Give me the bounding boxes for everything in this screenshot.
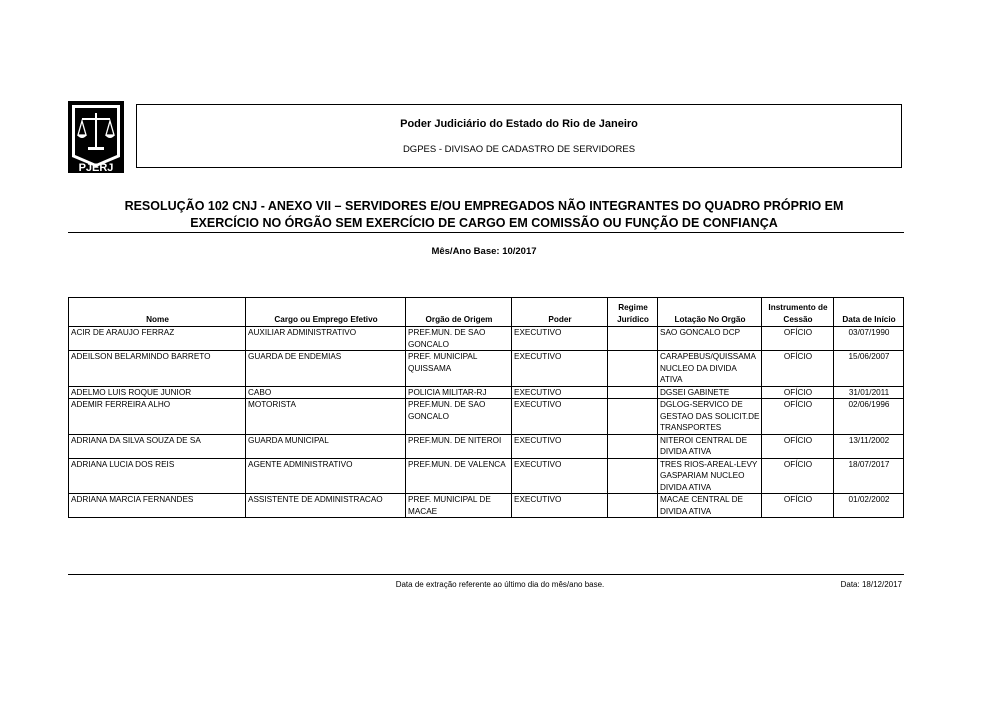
table-cell: OFÍCIO — [762, 434, 834, 458]
table-row — [69, 458, 904, 494]
table-body — [69, 327, 904, 518]
table-cell: EXECUTIVO — [512, 434, 608, 458]
table-cell: ADRIANA MARCIA FERNANDES — [69, 494, 246, 518]
table-cell: PREF.MUN. DE SAO GONCALO — [406, 399, 512, 435]
table-cell: NITEROI CENTRAL DE DIVIDA ATIVA — [658, 434, 762, 458]
table-cell: ACIR DE ARAUJO FERRAZ — [69, 327, 246, 351]
table-cell: EXECUTIVO — [512, 327, 608, 351]
table-cell: 03/07/1990 — [834, 327, 904, 351]
page-title-line1: RESOLUÇÃO 102 CNJ - ANEXO VII – SERVIDORES E/OU EMPREGADOS NÃO INTEGRANTES DO QUADRO PRÓPRIO EM — [124, 199, 844, 213]
table-cell: 01/02/2002 — [834, 494, 904, 518]
servers-table — [68, 297, 904, 518]
table-row — [69, 351, 904, 387]
column-header: Poder — [512, 298, 608, 327]
column-header: Lotação No Orgão — [658, 298, 762, 327]
table-cell: AGENTE ADMINISTRATIVO — [246, 458, 406, 494]
table-cell: OFÍCIO — [762, 494, 834, 518]
table-cell: OFÍCIO — [762, 399, 834, 435]
table-cell — [608, 327, 658, 351]
logo-text: PJERJ — [78, 162, 114, 173]
table-row — [69, 494, 904, 518]
table-row — [69, 434, 904, 458]
page-title — [68, 198, 900, 232]
table-cell: CABO — [246, 386, 406, 399]
table-cell: DGSEI GABINETE — [658, 386, 762, 399]
footer-divider — [68, 574, 904, 575]
table-cell: MOTORISTA — [246, 399, 406, 435]
header-title: Poder Judiciário do Estado do Rio de Janeiro — [400, 118, 638, 130]
header-subtitle: DGPES - DIVISAO DE CADASTRO DE SERVIDORES — [402, 144, 636, 155]
column-header: Cargo ou Emprego Efetivo — [246, 298, 406, 327]
table-cell: 13/11/2002 — [834, 434, 904, 458]
title-divider — [68, 232, 904, 233]
pjerj-logo — [68, 101, 124, 173]
table-cell: PREF. MUNICIPAL QUISSAMA — [406, 351, 512, 387]
table-cell: GUARDA MUNICIPAL — [246, 434, 406, 458]
table-cell: ASSISTENTE DE ADMINISTRACAO — [246, 494, 406, 518]
table-cell: PREF.MUN. DE NITEROI — [406, 434, 512, 458]
table-cell: 02/06/1996 — [834, 399, 904, 435]
column-header: Nome — [69, 298, 246, 327]
table-cell: 31/01/2011 — [834, 386, 904, 399]
table-cell: EXECUTIVO — [512, 351, 608, 387]
column-header: Data de Início — [834, 298, 904, 327]
table-cell — [608, 434, 658, 458]
table-row — [69, 399, 904, 435]
table-cell: PREF. MUNICIPAL DE MACAE — [406, 494, 512, 518]
table-row — [69, 327, 904, 351]
table-cell: CARAPEBUS/QUISSAMA NUCLEO DA DIVIDA ATIVA — [658, 351, 762, 387]
table-cell: GUARDA DE ENDEMIAS — [246, 351, 406, 387]
footer-note: Data de extração referente ao último dia do mês/ano base. — [395, 580, 605, 589]
table-cell: OFÍCIO — [762, 386, 834, 399]
table-cell: 18/07/2017 — [834, 458, 904, 494]
table-cell: MACAE CENTRAL DE DIVIDA ATIVA — [658, 494, 762, 518]
table-cell: EXECUTIVO — [512, 386, 608, 399]
table-cell — [608, 458, 658, 494]
table-cell: OFÍCIO — [762, 458, 834, 494]
table-cell: TRES RIOS-AREAL-LEVY GASPARIAM NUCLEO DIVIDA ATIVA — [658, 458, 762, 494]
table-cell: AUXILIAR ADMINISTRATIVO — [246, 327, 406, 351]
table-cell: EXECUTIVO — [512, 494, 608, 518]
column-header: Instrumento de Cessão — [762, 298, 834, 327]
table-cell: ADEILSON BELARMINDO BARRETO — [69, 351, 246, 387]
table-cell: SAO GONCALO DCP — [658, 327, 762, 351]
page-title-line2: EXERCÍCIO NO ÓRGÃO SEM EXERCÍCIO DE CARGO EM COMISSÃO OU FUNÇÃO DE CONFIANÇA — [190, 216, 778, 230]
table-cell: EXECUTIVO — [512, 458, 608, 494]
table-row — [69, 386, 904, 399]
table-cell: ADRIANA LUCIA DOS REIS — [69, 458, 246, 494]
header-box — [136, 104, 902, 168]
table-cell — [608, 351, 658, 387]
table-cell: OFÍCIO — [762, 327, 834, 351]
column-header: Regime Jurídico — [608, 298, 658, 327]
table-cell: DGLOG-SERVICO DE GESTAO DAS SOLICIT.DE TRANSPORTES — [658, 399, 762, 435]
column-header: Orgão de Origem — [406, 298, 512, 327]
table-cell: PREF.MUN. DE VALENCA — [406, 458, 512, 494]
table-cell: PREF.MUN. DE SAO GONCALO — [406, 327, 512, 351]
table-cell: EXECUTIVO — [512, 399, 608, 435]
table-cell: OFÍCIO — [762, 351, 834, 387]
reference-period: Mês/Ano Base: 10/2017 — [431, 246, 537, 257]
table-cell: ADEMIR FERREIRA ALHO — [69, 399, 246, 435]
table-cell — [608, 386, 658, 399]
table-header-row — [69, 298, 904, 327]
table-cell: ADRIANA DA SILVA SOUZA DE SA — [69, 434, 246, 458]
table-cell: POLICIA MILITAR-RJ — [406, 386, 512, 399]
table-cell: 15/06/2007 — [834, 351, 904, 387]
table-cell — [608, 399, 658, 435]
extraction-date: Data: 18/12/2017 — [840, 580, 902, 589]
table-cell: ADELMO LUIS ROQUE JUNIOR — [69, 386, 246, 399]
table-cell — [608, 494, 658, 518]
